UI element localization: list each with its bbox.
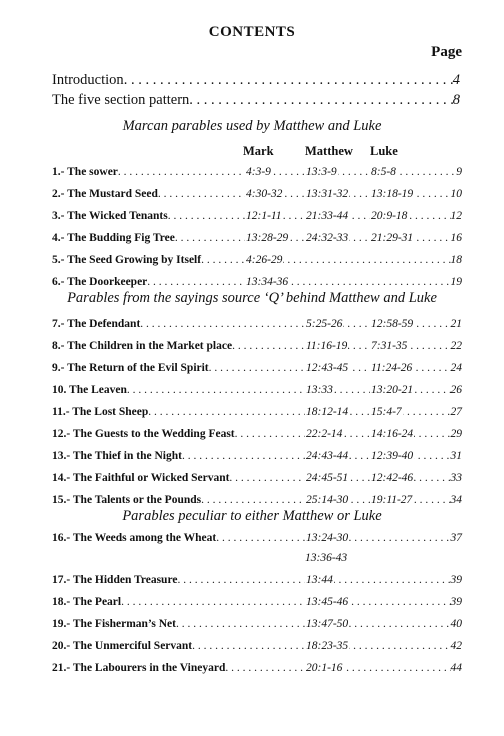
luke-reference: 20:9-18 <box>371 210 408 222</box>
matthew-reference: 13:31-32 <box>306 188 349 200</box>
luke-reference: 12:42-46 <box>371 472 414 484</box>
matthew-reference-continued: 13:36-43 <box>305 552 348 564</box>
matthew-reference: 24:43-44 <box>306 450 349 462</box>
leader-dots <box>121 596 450 608</box>
toc-row[interactable] <box>52 640 462 652</box>
entry-page: 37 <box>450 532 462 544</box>
matthew-reference: 13:44 <box>306 574 333 586</box>
parable-title: 20.- The Unmerciful Servant <box>52 640 193 652</box>
entry-page: 40 <box>450 618 462 630</box>
parable-title: 19.- The Fisherman’s Net <box>52 618 176 630</box>
section-heading-marcan: Marcan parables used by Matthew and Luke <box>122 118 382 134</box>
toc-row[interactable] <box>52 472 462 484</box>
matthew-reference: 20:1-16 <box>306 662 343 674</box>
parable-title: 6.- The Doorkeeper <box>52 276 148 288</box>
mark-reference: 13:28-29 <box>246 232 289 244</box>
toc-row[interactable] <box>52 340 462 352</box>
entry-page: 42 <box>450 640 462 652</box>
toc-entry-five-section-pattern[interactable] <box>52 92 460 109</box>
entry-page: 24 <box>450 362 462 374</box>
toc-row[interactable] <box>52 210 462 222</box>
toc-row[interactable] <box>52 188 462 200</box>
toc-row[interactable] <box>52 618 462 630</box>
toc-row[interactable] <box>52 494 462 506</box>
entry-page: 4 <box>452 72 460 88</box>
matthew-reference: 12:43-45 <box>306 362 349 374</box>
entry-page: 19 <box>450 276 462 288</box>
luke-reference: 7:31-35 <box>371 340 408 352</box>
toc-row[interactable] <box>52 532 462 544</box>
page-title: CONTENTS <box>208 24 296 40</box>
parable-title: 12.- The Guests to the Wedding Feast <box>52 428 235 440</box>
toc-row[interactable] <box>52 318 462 330</box>
toc-row[interactable] <box>52 450 462 462</box>
leader-dots <box>124 72 453 89</box>
entry-page: 26 <box>450 384 462 396</box>
parable-title: 9.- The Return of the Evil Spirit <box>52 362 209 374</box>
matthew-reference: 18:12-14 <box>306 406 349 418</box>
entry-page: 29 <box>450 428 462 440</box>
mark-reference: 4:26-29 <box>246 254 283 266</box>
entry-page: 10 <box>450 188 462 200</box>
parable-title: 5.- The Seed Growing by Itself <box>52 254 202 266</box>
col-header-matthew: Matthew <box>305 144 353 158</box>
mark-reference: 13:34-36 <box>246 276 289 288</box>
luke-reference: 15:4-7 <box>371 406 402 418</box>
entry-page: 18 <box>450 254 462 266</box>
leader-dots <box>189 92 452 109</box>
luke-reference: 12:39-40 <box>371 450 414 462</box>
entry-page: 33 <box>450 472 462 484</box>
parable-title: 4.- The Budding Fig Tree <box>52 232 175 244</box>
luke-reference: 19:11-27 <box>371 494 413 506</box>
col-header-mark: Mark <box>243 144 274 158</box>
parable-title: 15.- The Talents or the Pounds <box>52 494 202 506</box>
mark-reference: 12:1-11 <box>246 210 282 222</box>
entry-page: 44 <box>450 662 462 674</box>
toc-row[interactable] <box>52 662 462 674</box>
toc-row[interactable] <box>52 276 462 288</box>
toc-row[interactable] <box>52 166 462 178</box>
parable-title: 2.- The Mustard Seed <box>52 188 158 200</box>
toc-row[interactable] <box>52 596 462 608</box>
luke-reference: 13:20-21 <box>371 384 414 396</box>
parable-title: 16.- The Weeds among the Wheat <box>52 532 217 544</box>
entry-page: 12 <box>450 210 462 222</box>
toc-entry-introduction[interactable] <box>52 72 460 89</box>
parable-title: 7.- The Defendant <box>52 318 141 330</box>
mark-reference: 4:30-32 <box>246 188 283 200</box>
parable-title: 11.- The Lost Sheep <box>52 406 149 418</box>
entry-page: 39 <box>450 574 462 586</box>
parable-title: 21.- The Labourers in the Vineyard <box>52 662 226 674</box>
col-header-luke: Luke <box>370 144 398 158</box>
toc-row[interactable] <box>52 428 462 440</box>
leader-dots <box>201 254 450 266</box>
matthew-reference: 13:3-9 <box>306 166 337 178</box>
parable-title: 18.- The Pearl <box>52 596 122 608</box>
section-heading-q-source: Parables from the sayings source ‘Q’ behind Matthew and Luke <box>67 290 437 306</box>
entry-page: 21 <box>450 318 462 330</box>
toc-row[interactable] <box>52 232 462 244</box>
luke-reference: 11:24-26 <box>371 362 413 374</box>
parable-title: 13.- The Thief in the Night <box>52 450 182 462</box>
toc-row[interactable] <box>52 254 462 266</box>
entry-title: The five section pattern <box>52 92 190 108</box>
entry-page: 16 <box>450 232 462 244</box>
toc-row[interactable] <box>52 384 462 396</box>
toc-row[interactable] <box>52 574 462 586</box>
entry-page: 31 <box>450 450 462 462</box>
parable-title: 14.- The Faithful or Wicked Servant <box>52 472 230 484</box>
section-heading-peculiar: Parables peculiar to either Matthew or Luke <box>122 508 382 524</box>
entry-page: 27 <box>450 406 462 418</box>
luke-reference: 14:16-24 <box>371 428 414 440</box>
entry-page: 39 <box>450 596 462 608</box>
parable-title: 17.- The Hidden Treasure <box>52 574 178 586</box>
parable-title: 10. The Leaven <box>52 384 127 396</box>
mark-reference: 4:3-9 <box>246 166 271 178</box>
entry-page: 9 <box>456 166 462 178</box>
toc-row[interactable] <box>52 406 462 418</box>
luke-reference: 21:29-31 <box>371 232 414 244</box>
luke-reference: 8:5-8 <box>371 166 396 178</box>
entry-page: 34 <box>450 494 462 506</box>
luke-reference: 12:58-59 <box>371 318 414 330</box>
entry-page: 8 <box>452 92 460 108</box>
entry-title: Introduction <box>52 72 124 88</box>
matthew-reference: 13:47-50 <box>306 618 349 630</box>
parable-title: 8.- The Children in the Market place <box>52 340 233 352</box>
luke-reference: 13:18-19 <box>371 188 414 200</box>
parable-title: 1.- The sower <box>52 166 118 178</box>
matthew-reference: 21:33-44 <box>306 210 349 222</box>
toc-row[interactable] <box>52 362 462 374</box>
parable-title: 3.- The Wicked Tenants <box>52 210 168 222</box>
matthew-reference: 11:16-19 <box>306 340 348 352</box>
leader-dots <box>118 166 456 178</box>
page-column-header: Page <box>431 44 462 60</box>
matthew-reference: 25:14-30 <box>306 494 349 506</box>
matthew-reference: 13:24-30 <box>306 532 349 544</box>
matthew-reference: 24:32-33 <box>306 232 349 244</box>
matthew-reference: 5:25-26 <box>306 318 343 330</box>
matthew-reference: 13:33 <box>306 384 333 396</box>
matthew-reference: 18:23-35 <box>306 640 349 652</box>
matthew-reference: 22:2-14 <box>306 428 343 440</box>
entry-page: 22 <box>450 340 462 352</box>
matthew-reference: 13:45-46 <box>306 596 349 608</box>
leader-dots <box>148 406 450 418</box>
matthew-reference: 24:45-51 <box>306 472 349 484</box>
leader-dots <box>147 276 450 288</box>
